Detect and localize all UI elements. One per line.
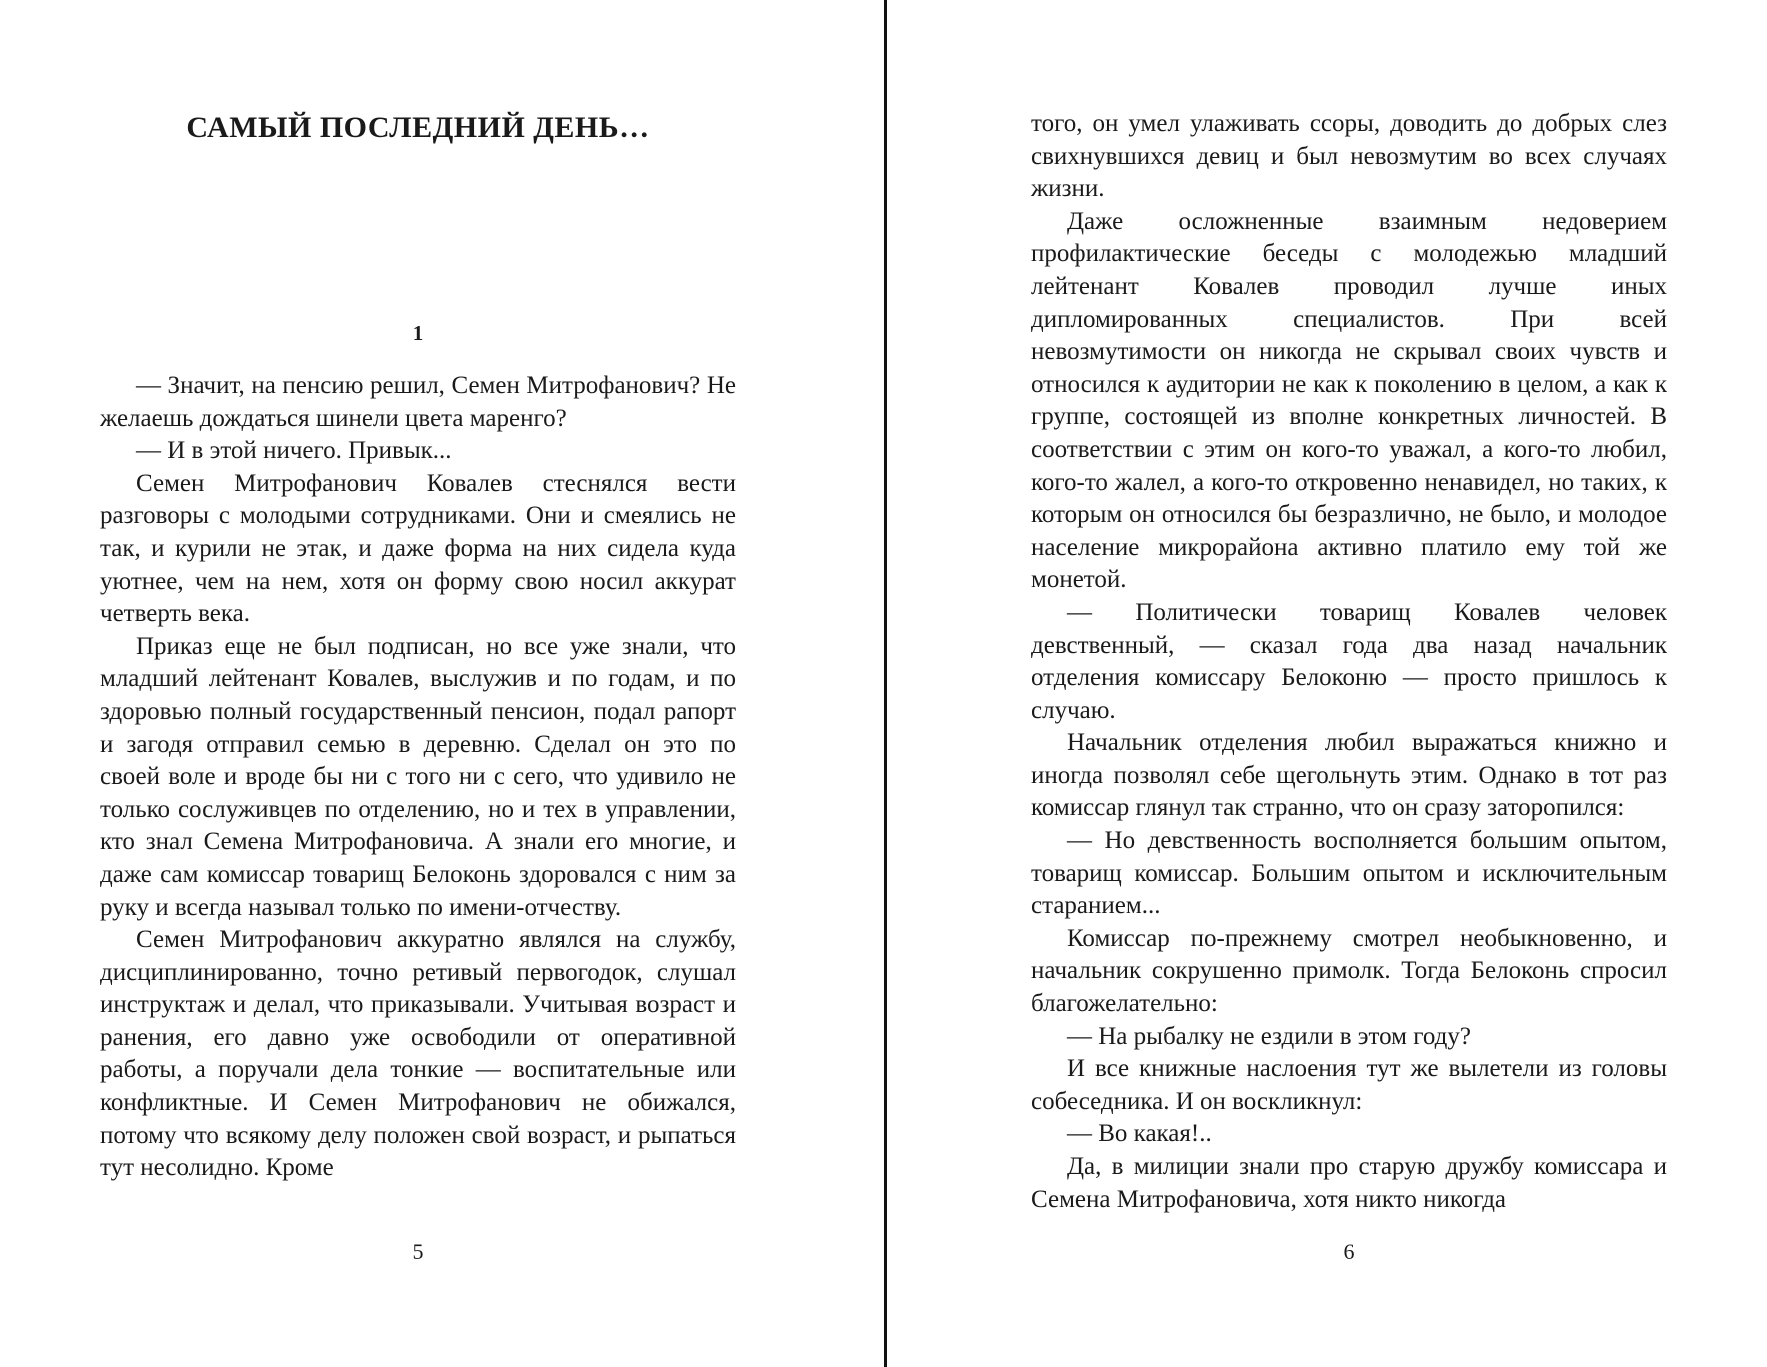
paragraph: И все книжные наслоения тут же вылетели из головы собеседника. И он воскликнул: — [1031, 1055, 1667, 1115]
paragraph: — Во какая!.. — [1067, 1120, 1212, 1148]
paragraph: Комиссар по-прежнему смотрел необыкновенно, и начальник сокрушенно примолк. Тогда Белоконь спросил благожелательно: — [1031, 924, 1667, 1018]
page-divider — [884, 0, 887, 1367]
paragraph: Да, в милиции знали про старую дружбу комиссара и Семена Митрофановича, хотя никто никогда — [1031, 1153, 1667, 1213]
left-page — [100, 0, 736, 1367]
chapter-title: САМЫЙ ПОСЛЕДНИЙ ДЕНЬ… — [186, 111, 650, 144]
paragraph: — И в этой ничего. Привык... — [136, 437, 452, 465]
section-number: 1 — [412, 321, 424, 345]
paragraph: Семен Митрофанович Ковалев стеснялся вести разговоры с молодыми сотрудниками. Они и смеялись не так, и курили не этак, и даже форма на них сидела куда уютнее, чем на нем, хотя он форму свою носил аккурат четверть века. — [100, 469, 736, 628]
paragraph: — Но девственность восполняется большим опытом, товарищ комиссар. Большим опытом и исключительным старанием... — [1031, 827, 1667, 920]
continued-paragraph: того, он умел улаживать ссоры, доводить до добрых слез свихнувшихся девиц и был невозмутим во всех случаях жизни. — [1031, 110, 1667, 203]
page-number: 5 — [412, 1239, 424, 1264]
paragraph: Приказ еще не был подписан, но все уже знали, что младший лейтенант Ковалев, выслужив и по годам, и по здоровью полный государственный пенсион, подал рапорт и загодя отправил семью в деревню. Сделал он это по своей воле и вроде бы ни с того ни с сего, что удивило не только сослуживцев по отделению, но и тех в управлении, кто знал Семена Митрофановича. А знали его многие, и даже сам комиссар товарищ Белоконь здоровался с ним за руку и всегда называл только по имени-отчеству. — [100, 632, 736, 921]
right-page-text — [1031, 108, 1667, 1216]
paragraph: — На рыбалку не ездили в этом году? — [1067, 1022, 1471, 1050]
page-number: 6 — [1343, 1239, 1355, 1264]
right-page — [1031, 0, 1667, 1367]
paragraph: Даже осложненные взаимным недоверием профилактические беседы с молодежью младший лейтенант Ковалев проводил лучше иных дипломированных специалистов. При всей невозмутимости он никогда не скрывал своих чувств и относился к аудитории не как к поколению в целом, а как к группе, состоящей из вполне конкретных личностей. В соответствии с этим он кого-то уважал, а кого-то любил, кого-то жалел, а кого-то откровенно ненавидел, но таких, к которым он относился бы безразлично, не было, и молодое население микрорайона активно платило ему той же монетой. — [1031, 207, 1667, 594]
paragraph: — Значит, на пенсию решил, Семен Митрофанович? Не желаешь дождаться шинели цвета маренго? — [100, 372, 736, 432]
paragraph: Семен Митрофанович аккуратно являлся на службу, дисциплинированно, точно ретивый первогодок, слушал инструктаж и делал, что приказывали. Учитывая возраст и ранения, его давно уже освободили от оперативной работы, а поручали дела тонкие — воспитательные или конфликтные. И Семен Митрофанович не обижался, потому что всякому делу положен свой возраст, и рыпаться тут несолидно. Кроме — [100, 926, 736, 1182]
paragraph: — Политически товарищ Ковалев человек девственный, — сказал года два назад начальник отделения комиссару Белоконю — просто пришлось к случаю. — [1031, 598, 1667, 724]
paragraph: Начальник отделения любил выражаться книжно и иногда позволял себе щегольнуть этим. Однако в тот раз комиссар глянул так странно, что он сразу заторопился: — [1031, 729, 1667, 822]
left-page-text — [100, 370, 736, 1185]
